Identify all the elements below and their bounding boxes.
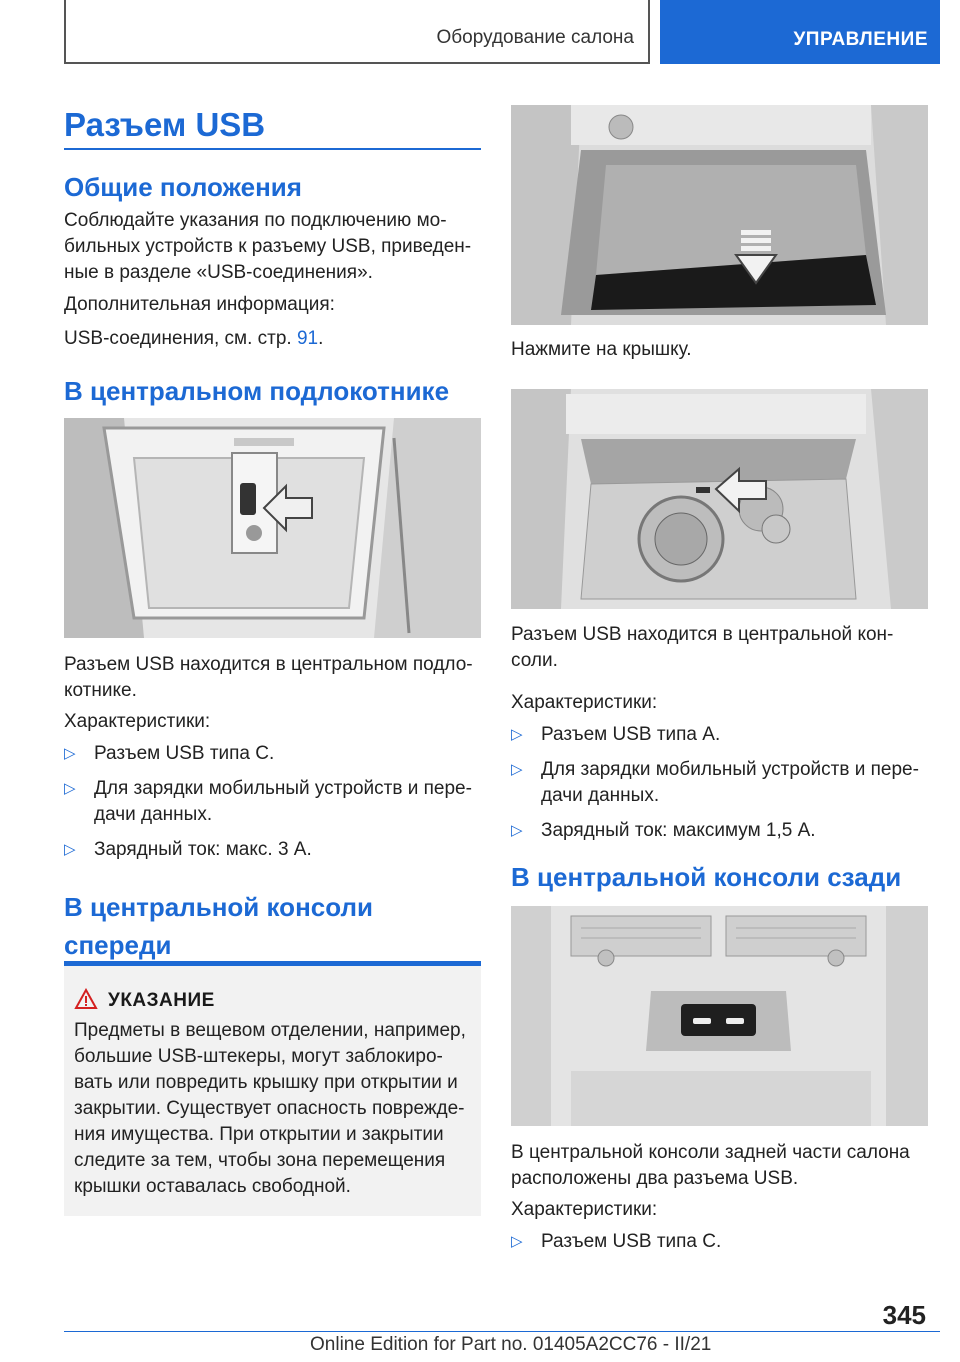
triangle-bullet-icon: ▷ bbox=[64, 745, 76, 762]
running-header-section: Оборудование салона bbox=[64, 0, 650, 64]
heading-line: В центральной консоли bbox=[64, 892, 373, 922]
xref-end: . bbox=[318, 328, 324, 349]
text-line: Предметы в вещевом отделении, например, bbox=[74, 1020, 466, 1041]
armrest-specs-label: Характеристики: bbox=[64, 711, 211, 732]
text-line: следите за тем, чтобы зона перемещения bbox=[74, 1150, 446, 1171]
xref-text: USB-соединения, см. стр. bbox=[64, 328, 297, 349]
warning-text bbox=[74, 1018, 474, 1200]
text-line: закрытии. Существует опасность поврежде- bbox=[74, 1098, 465, 1119]
warning-title: УКАЗАНИЕ bbox=[108, 990, 215, 1011]
triangle-bullet-icon: ▷ bbox=[511, 761, 523, 778]
text-line: вать или повредить крышку при открытии и bbox=[74, 1072, 458, 1093]
heading-line: спереди bbox=[64, 930, 172, 960]
general-paragraph bbox=[64, 208, 484, 286]
text-line: ные в разделе «USB-соединения». bbox=[64, 262, 373, 283]
spec-line: Разъем USB типа A. bbox=[541, 724, 721, 745]
rear-console-photo bbox=[511, 906, 928, 1126]
text-line: ния имущества. При открытии и закрытии bbox=[74, 1124, 444, 1145]
more-info-label: Дополнительная информация: bbox=[64, 294, 335, 315]
console-lid-photo bbox=[511, 105, 928, 325]
warning-triangle-icon bbox=[74, 988, 98, 1010]
rear-specs-label: Характеристики: bbox=[511, 1199, 658, 1220]
spec-line: Зарядный ток: максимум 1,5 А. bbox=[541, 820, 816, 841]
text-line: бильных устройств к разъему USB, приведен- bbox=[64, 236, 472, 257]
text-line: Соблюдайте указания по подключению мо- bbox=[64, 210, 447, 231]
spec-line: Разъем USB типа С. bbox=[94, 743, 275, 764]
heading-rear-console: В центральной консоли сзади bbox=[511, 862, 902, 892]
spec-line: дачи данных. bbox=[541, 785, 660, 806]
running-header-chapter: УПРАВЛЕНИЕ bbox=[660, 0, 940, 64]
spec-line: Разъем USB типа С. bbox=[541, 1231, 722, 1252]
triangle-bullet-icon: ▷ bbox=[64, 780, 76, 797]
heading-general: Общие положения bbox=[64, 172, 302, 202]
text-line: В центральной консоли задней части салона bbox=[511, 1142, 910, 1163]
list-item bbox=[64, 741, 484, 767]
console-open-photo bbox=[511, 389, 928, 609]
footer-edition: Online Edition for Part no. 01405A2CC76 - II/21 bbox=[310, 1334, 712, 1355]
list-item bbox=[64, 776, 484, 828]
text-line: крышки оставалась свободной. bbox=[74, 1176, 351, 1197]
triangle-bullet-icon: ▷ bbox=[511, 726, 523, 743]
triangle-bullet-icon: ▷ bbox=[64, 841, 76, 858]
title-rule bbox=[64, 148, 481, 150]
text-line: Разъем USB находится в центральном подло- bbox=[64, 654, 473, 675]
press-lid-caption: Нажмите на крышку. bbox=[511, 339, 692, 360]
spec-line: Для зарядки мобильный устройств и пере- bbox=[541, 759, 919, 780]
armrest-specs-list bbox=[64, 741, 484, 872]
spec-line: дачи данных. bbox=[94, 804, 213, 825]
spec-line: Для зарядки мобильный устройств и пере- bbox=[94, 778, 472, 799]
rear-console-caption bbox=[511, 1140, 931, 1192]
text-line: расположены два разъема USB. bbox=[511, 1168, 799, 1189]
cross-reference bbox=[64, 326, 323, 352]
list-item bbox=[511, 1229, 931, 1255]
text-line: большие USB-штекеры, могут заблокиро- bbox=[74, 1046, 443, 1067]
console-specs-label: Характеристики: bbox=[511, 692, 658, 713]
page-link[interactable]: 91 bbox=[296, 328, 319, 349]
rear-specs-list bbox=[511, 1229, 931, 1264]
text-line: котнике. bbox=[64, 680, 137, 701]
triangle-bullet-icon: ▷ bbox=[511, 822, 523, 839]
list-item bbox=[64, 837, 484, 863]
page-number: 345 bbox=[882, 1300, 926, 1330]
list-item bbox=[511, 818, 931, 844]
triangle-bullet-icon: ▷ bbox=[511, 1233, 523, 1250]
text-line: соли. bbox=[511, 650, 558, 671]
console-caption bbox=[511, 622, 931, 674]
console-specs-list bbox=[511, 722, 931, 853]
armrest-caption bbox=[64, 652, 484, 704]
list-item bbox=[511, 722, 931, 748]
page-title: Разъем USB bbox=[64, 106, 266, 143]
heading-armrest: В центральном подлокотнике bbox=[64, 376, 450, 406]
list-item bbox=[511, 757, 931, 809]
heading-front-console bbox=[64, 888, 373, 964]
text-line: Разъем USB находится в центральной кон- bbox=[511, 624, 894, 645]
spec-line: Зарядный ток: макс. 3 А. bbox=[94, 839, 312, 860]
armrest-usb-photo bbox=[64, 418, 481, 638]
footer-rule bbox=[64, 1331, 940, 1332]
